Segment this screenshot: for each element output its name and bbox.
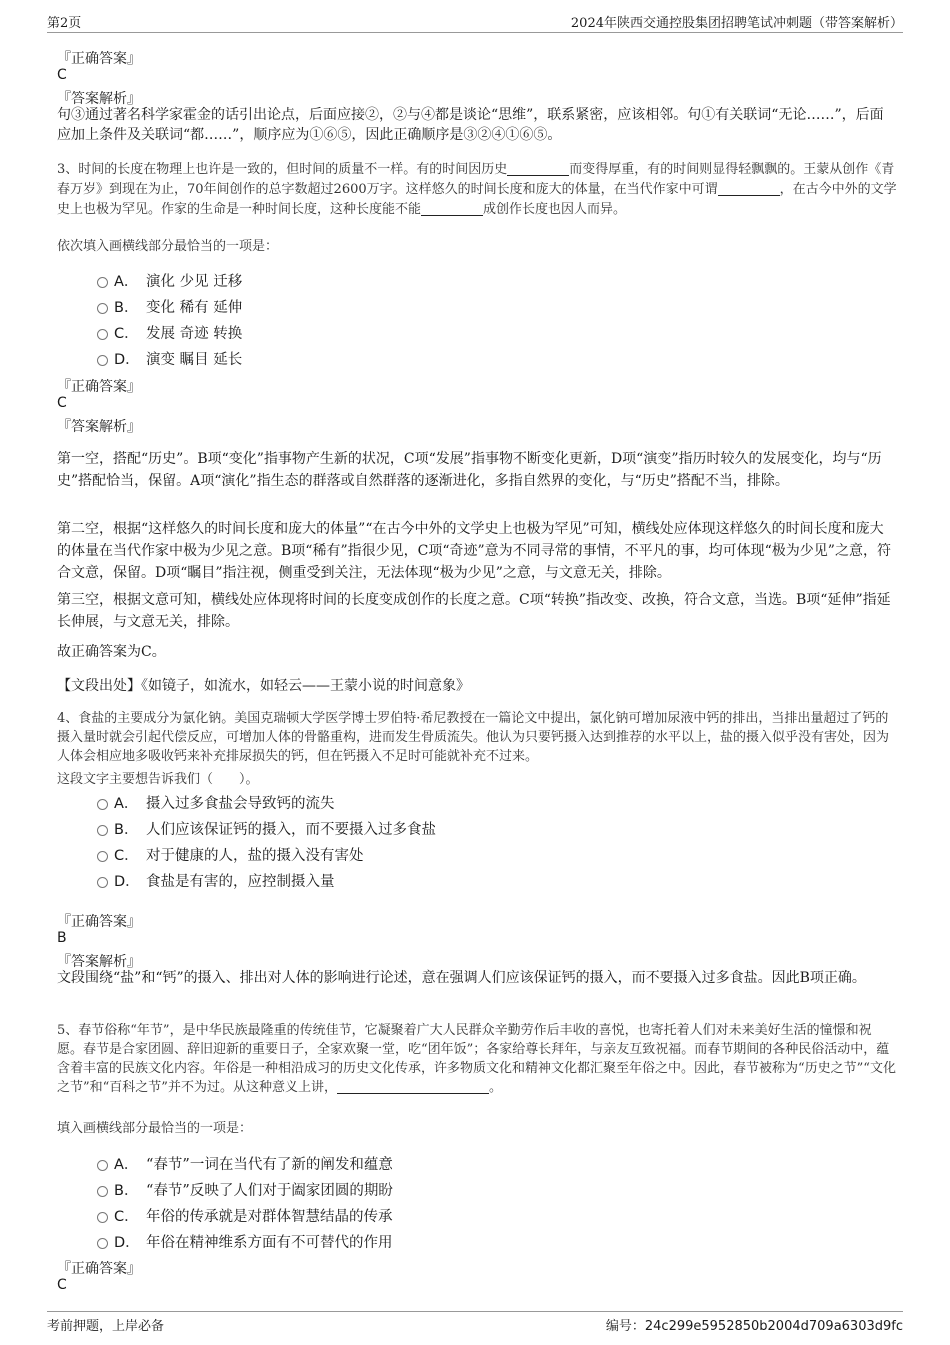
q4-option-b[interactable]: B． 人们应该保证钙的摄入，而不要摄入过多食盐 xyxy=(97,818,436,839)
q2-answer-label: 『正确答案』 xyxy=(57,51,141,67)
radio-icon[interactable] xyxy=(97,799,108,810)
q3-analysis-label: 『答案解析』 xyxy=(57,419,141,435)
q5-stem: 5、春节俗称“年节”，是中华民族最隆重的传统佳节，它凝聚着广大人民群众辛勤劳作后丰收的喜悦，也寄托着人们对未来美好生活的憧憬和祝愿。春节是合家团圆、辞旧迎新的重要日子，全家欢聚一堂，吃“团年饭”；各家给尊长拜年，与亲友互致祝福。而春节期间的各种民俗活动中，蕴含着丰富的民族文化内容。年俗是一种相沿成习的历史文化传承，许多物质文化和精神文化都汇聚至年俗之中。因此，春节被称为“历史之节”“文化之节”和“百科之节”并不为过。从这种意义上讲， 。 xyxy=(57,1023,896,1095)
q2-analysis-label: 『答案解析』 xyxy=(57,91,141,107)
q3-answer: C xyxy=(57,395,67,411)
page-header xyxy=(0,0,950,34)
radio-icon[interactable] xyxy=(97,1238,108,1249)
q5-option-b[interactable]: B． “春节”反映了人们对于阖家团圆的期盼 xyxy=(97,1179,393,1200)
document-title: 2024年陕西交通控股集团招聘笔试冲刺题（带答案解析） xyxy=(570,16,903,31)
document-code: 编号：24c299e5952850b2004d709a6303d9fc xyxy=(605,1319,903,1334)
q5-answer-label: 『正确答案』 xyxy=(57,1261,141,1277)
q5-option-a[interactable]: A． “春节”一词在当代有了新的阐发和蕴意 xyxy=(97,1153,393,1174)
q4-answer-label: 『正确答案』 xyxy=(57,914,141,930)
page-number: 第2页 xyxy=(47,16,82,31)
q5-answer: C xyxy=(57,1277,67,1293)
q3-blank-2 xyxy=(718,181,780,196)
radio-icon[interactable] xyxy=(97,1212,108,1223)
q5-blank xyxy=(337,1079,489,1094)
q3-analysis-p1: 第一空，搭配“历史”。B项“变化”指事物产生新的状况，C项“发展”指事物不断变化更新，D项“演变”指历时较久的发展变化，均与“历史”搭配恰当，保留。A项“演化”指生态的群落或自然群落的逐渐进化，多指自然界的变化，与“历史”搭配不当，排除。 xyxy=(57,451,882,489)
q3-blank-3 xyxy=(421,201,483,216)
q3-source: 【文段出处】《如镜子，如流水，如轻云——王蒙小说的时间意象》 xyxy=(57,678,470,694)
q4-stem: 4、食盐的主要成分为氯化钠。美国克瑞顿大学医学博士罗伯特·希尼教授在一篇论文中提出，氯化钠可增加尿液中钙的排出，当排出量超过了钙的摄入量时就会引起代偿反应，可增加人体的骨骼重构，进而发生骨质流失。他认为只要钙摄入达到推荐的水平以上，盐的摄入似乎没有害处，因为人体会相应地多吸收钙来补充排尿损失的钙，但在钙摄入不足时可能就补充不过来。 xyxy=(57,711,890,764)
q2-answer: C xyxy=(57,67,67,83)
q4-option-c[interactable]: C． 对于健康的人，盐的摄入没有害处 xyxy=(97,844,364,865)
radio-icon[interactable] xyxy=(97,825,108,836)
q3-analysis-p4: 故正确答案为C。 xyxy=(57,644,166,660)
q3-option-a[interactable]: A． 演化 少见 迁移 xyxy=(97,270,242,291)
q3-stem: 3、时间的长度在物理上也许是一致的，但时间的质量不一样。有的时间因历史 而变得厚重，有的时间则显得轻飘飘的。王蒙从创作《青春万岁》到现在为止，70年间创作的总字数超过2600万字。这样悠久的时间长度和庞大的体量，在当代作家中可谓 ，在古今中外的文学史上也极为罕见。作家的生命是一种时间长度，这种长度能不能 成创作长度也因人而异。 xyxy=(57,162,897,217)
footer-rule xyxy=(47,1311,903,1312)
radio-icon[interactable] xyxy=(97,355,108,366)
q3-option-b[interactable]: B． 变化 稀有 延伸 xyxy=(97,296,242,317)
q4-prompt: 这段文字主要想告诉我们（ ）。 xyxy=(57,772,259,787)
q3-analysis-p3: 第三空，根据文意可知，横线处应体现将时间的长度变成创作的长度之意。C项“转换”指改变、改换，符合文意，当选。B项“延伸”指延长伸展，与文意无关，排除。 xyxy=(57,592,891,630)
q4-answer: B xyxy=(57,930,67,946)
q5-option-d[interactable]: D． 年俗在精神维系方面有不可替代的作用 xyxy=(97,1231,393,1252)
radio-icon[interactable] xyxy=(97,329,108,340)
q3-answer-label: 『正确答案』 xyxy=(57,379,141,395)
q3-prompt: 依次填入画横线部分最恰当的一项是： xyxy=(57,239,279,254)
radio-icon[interactable] xyxy=(97,851,108,862)
q4-option-a[interactable]: A． 摄入过多食盐会导致钙的流失 xyxy=(97,792,335,813)
q5-option-c[interactable]: C． 年俗的传承就是对群体智慧结晶的传承 xyxy=(97,1205,393,1226)
header-rule xyxy=(47,32,903,33)
radio-icon[interactable] xyxy=(97,1186,108,1197)
q4-analysis-label: 『答案解析』 xyxy=(57,954,141,970)
radio-icon[interactable] xyxy=(97,877,108,888)
radio-icon[interactable] xyxy=(97,1160,108,1171)
q5-prompt: 填入画横线部分最恰当的一项是： xyxy=(57,1121,253,1136)
q3-blank-1 xyxy=(507,161,569,176)
footer-slogan: 考前押题，上岸必备 xyxy=(47,1319,165,1334)
q4-option-d[interactable]: D． 食盐是有害的，应控制摄入量 xyxy=(97,870,335,891)
q3-option-d[interactable]: D． 演变 瞩目 延长 xyxy=(97,348,242,369)
radio-icon[interactable] xyxy=(97,303,108,314)
q3-option-c[interactable]: C． 发展 奇迹 转换 xyxy=(97,322,242,343)
radio-icon[interactable] xyxy=(97,277,108,288)
q4-analysis: 文段围绕“盐”和“钙”的摄入、排出对人体的影响进行论述，意在强调人们应该保证钙的摄入，而不要摄入过多食盐。因此B项正确。 xyxy=(57,970,866,986)
q2-analysis: 句③通过著名科学家霍金的话引出论点，后面应接②，②与④都是谈论“思维”，联系紧密，应该相邻。句①有关联词“无论……”，后面应加上条件及关联词“都……”，顺序应为①⑥⑤，因此正确顺序是③②④①⑥⑤。 xyxy=(57,107,884,143)
q3-analysis-p2: 第二空，根据“这样悠久的时间长度和庞大的体量”“在古今中外的文学史上也极为罕见”可知，横线处应体现这样悠久的时间长度和庞大的体量在当代作家中极为少见之意。B项“稀有”指很少见，C项“奇迹”意为不同寻常的事情，不平凡的事，均可体现“极为少见”之意，符合文意，保留。D项“瞩目”指注视，侧重受到关注，无法体现“极为少见”之意，与文意无关，排除。 xyxy=(57,521,891,581)
